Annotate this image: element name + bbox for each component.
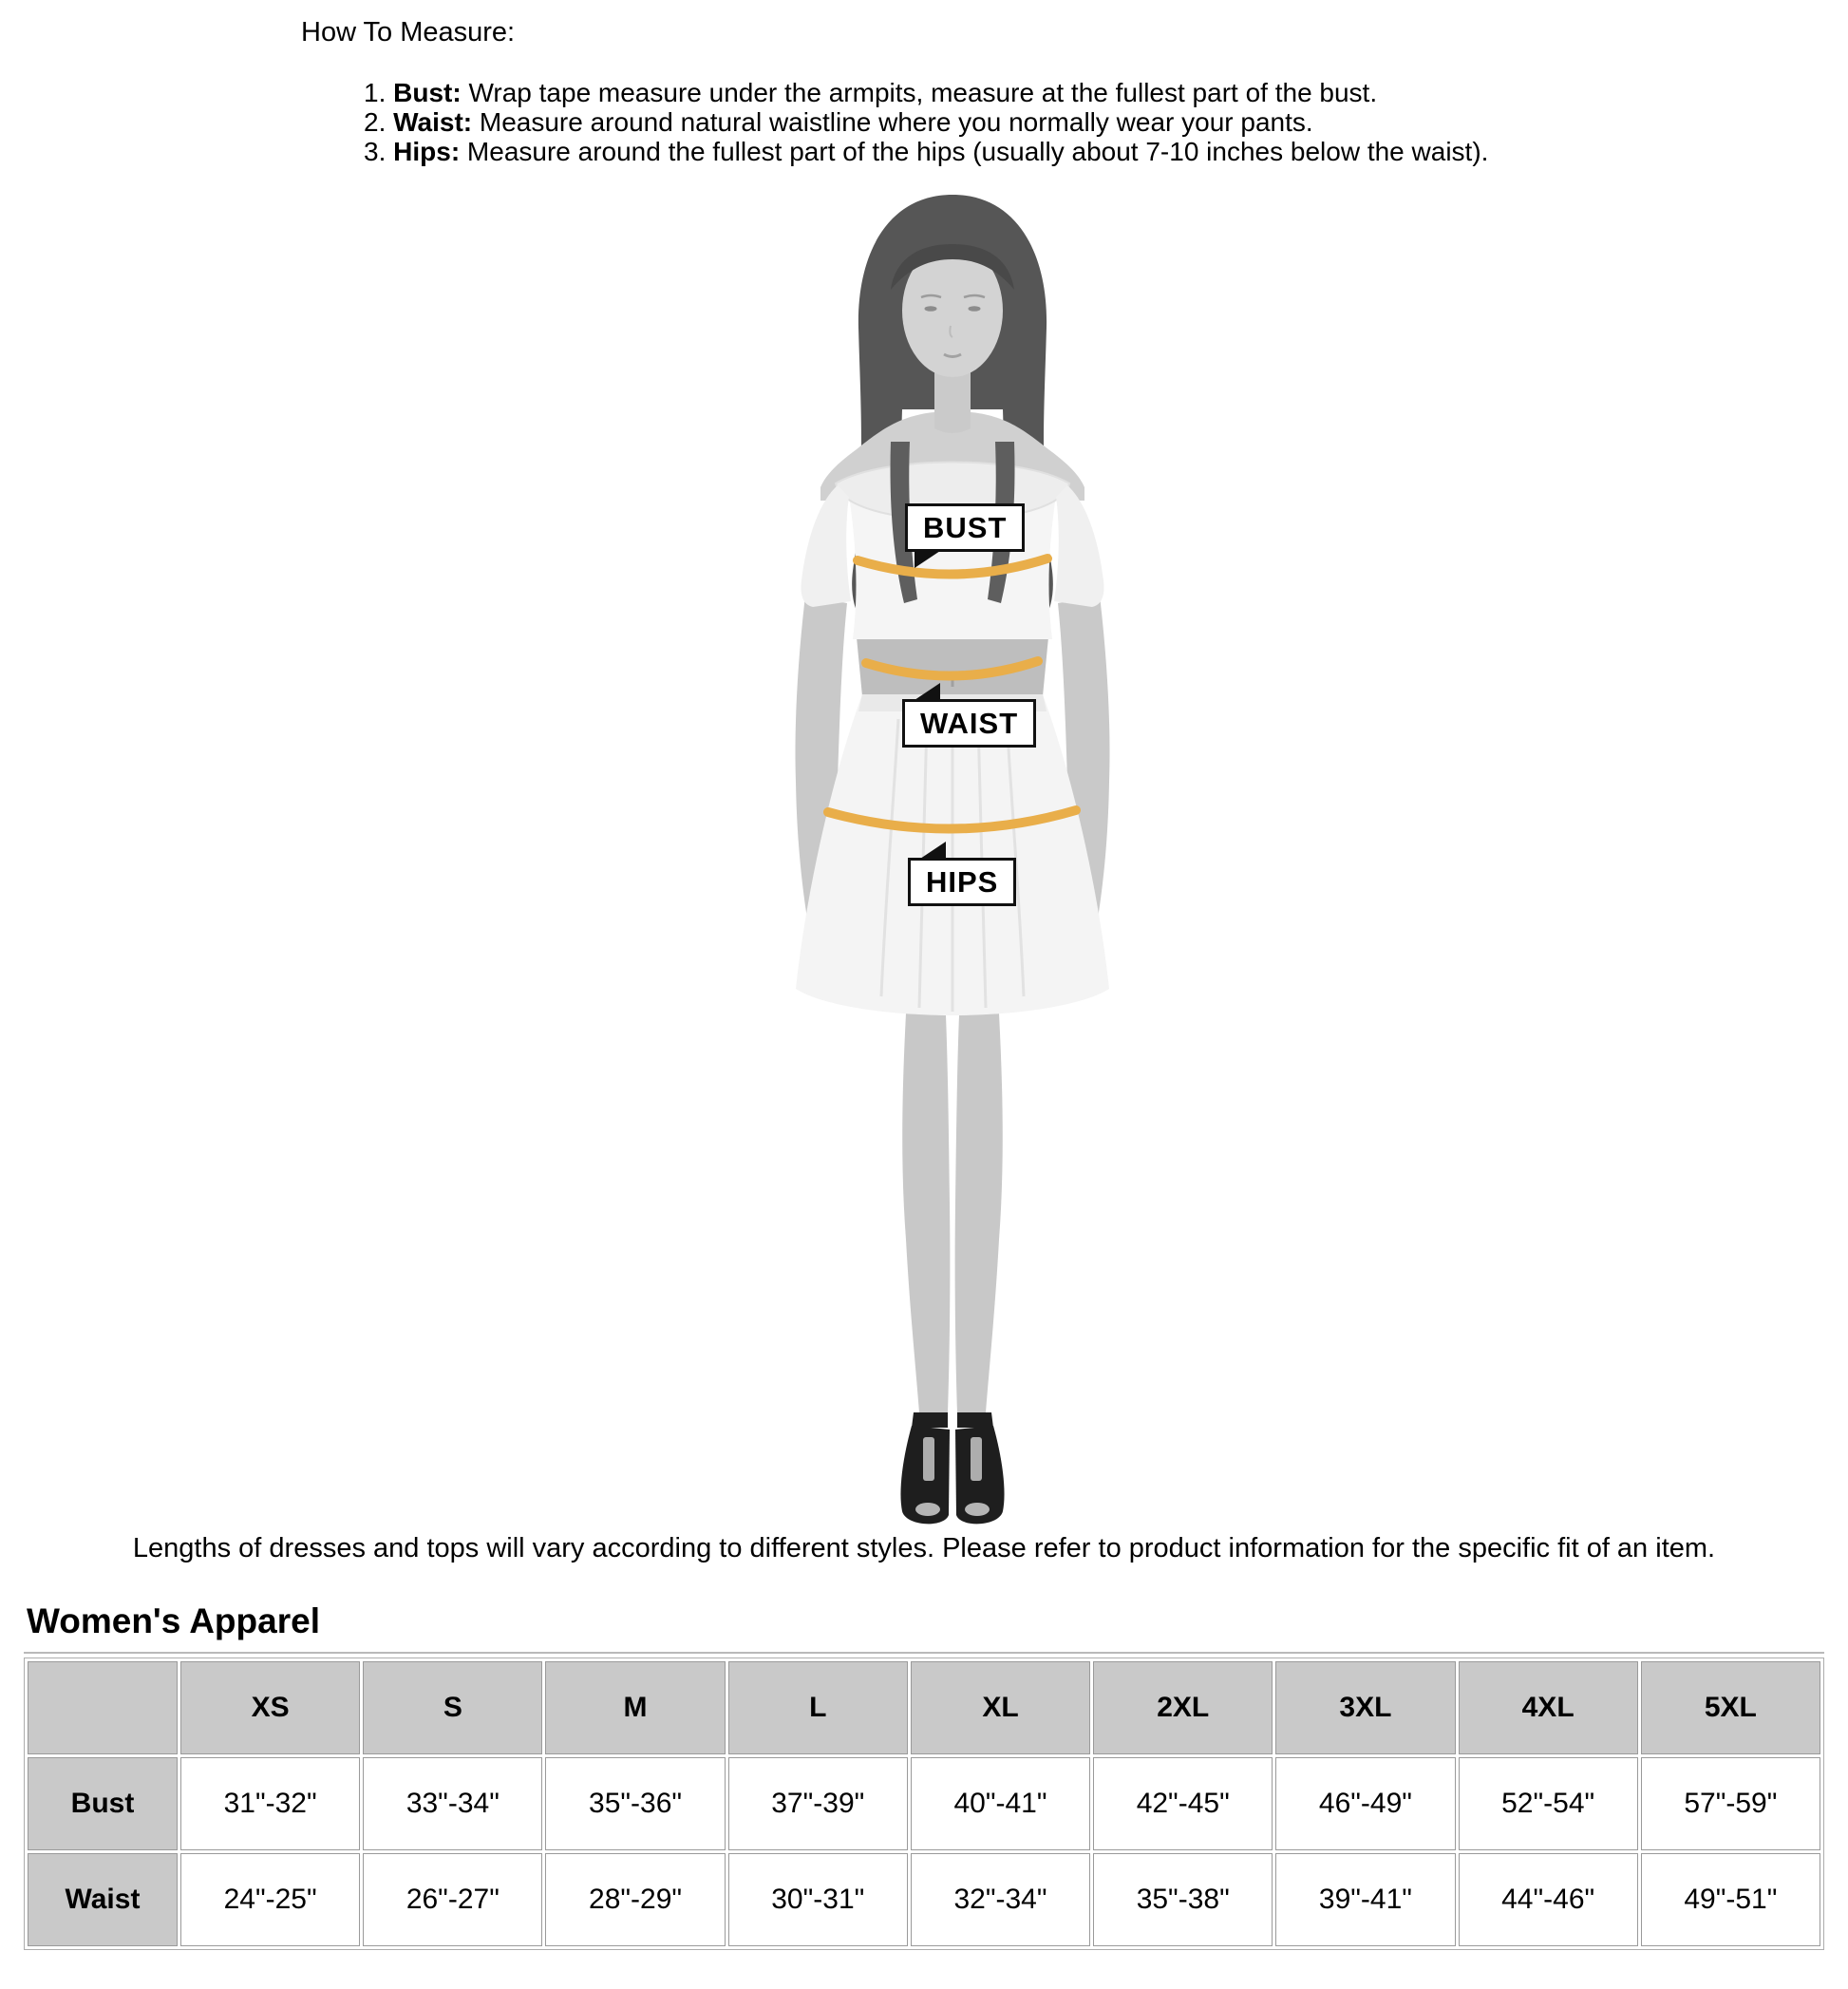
row-header-waist: Waist [28, 1853, 178, 1946]
instruction-label: Bust: [393, 78, 462, 107]
right-shoe [955, 1412, 1005, 1524]
how-to-measure-title: How To Measure: [301, 17, 516, 47]
hips-label [908, 858, 1016, 906]
size-cell: 33"-34" [363, 1757, 542, 1850]
size-col-header: S [363, 1661, 542, 1754]
size-cell: 31"-32" [180, 1757, 360, 1850]
size-cell: 49"-51" [1641, 1853, 1820, 1946]
size-cell: 35"-38" [1093, 1853, 1273, 1946]
instruction-text: Measure around natural waistline where you normally wear your pants. [479, 107, 1313, 137]
bust-label [905, 503, 1025, 552]
instruction-number: 1. [364, 78, 387, 107]
waist-label-text: WAIST [920, 707, 1019, 740]
corner-cell [28, 1661, 178, 1754]
hips-label-text: HIPS [926, 865, 999, 899]
measure-instructions-list [364, 78, 1488, 166]
instruction-text: Wrap tape measure under the armpits, measure at the fullest part of the bust. [468, 78, 1378, 107]
left-eye [925, 306, 937, 312]
size-cell: 26"-27" [363, 1853, 542, 1946]
size-cell: 39"-41" [1275, 1853, 1455, 1946]
instruction-waist [364, 107, 1488, 137]
heading-divider [24, 1652, 1824, 1654]
left-sleeve [801, 485, 852, 607]
size-col-header: L [728, 1661, 908, 1754]
right-eye [969, 306, 981, 312]
bust-label-pointer [915, 549, 943, 568]
instruction-label: Waist: [393, 107, 473, 137]
waist-row [28, 1853, 1820, 1946]
size-col-header: 4XL [1459, 1661, 1638, 1754]
size-cell: 32"-34" [911, 1853, 1090, 1946]
right-leg [955, 1013, 1003, 1412]
size-cell: 35"-36" [545, 1757, 725, 1850]
instruction-number: 3. [364, 137, 387, 166]
left-shoe [900, 1412, 950, 1524]
size-cell: 42"-45" [1093, 1757, 1273, 1850]
instruction-text: Measure around the fullest part of the hips (usually about 7-10 inches below the waist). [466, 137, 1489, 166]
size-cell: 28"-29" [545, 1853, 725, 1946]
size-col-header: 3XL [1275, 1661, 1455, 1754]
size-cell: 40"-41" [911, 1757, 1090, 1850]
size-cell: 24"-25" [180, 1853, 360, 1946]
waist-label [902, 699, 1036, 748]
neck [934, 369, 971, 433]
fit-note: Lengths of dresses and tops will vary according to different styles. Please refer to product information for the specific fit of an item. [132, 1533, 1716, 1563]
right-sleeve [1054, 485, 1104, 607]
size-col-header: XL [911, 1661, 1090, 1754]
size-cell: 52"-54" [1459, 1757, 1638, 1850]
hips-label-pointer [917, 842, 946, 861]
size-table-header-row [28, 1661, 1820, 1754]
size-cell: 37"-39" [728, 1757, 908, 1850]
size-table [24, 1658, 1824, 1950]
waist-label-pointer [912, 683, 940, 702]
model-illustration [570, 157, 1339, 1529]
measurement-model-figure [570, 157, 1339, 1529]
size-cell: 44"-46" [1459, 1853, 1638, 1946]
size-col-header: XS [180, 1661, 360, 1754]
size-cell: 30"-31" [728, 1853, 908, 1946]
size-col-header: 2XL [1093, 1661, 1273, 1754]
size-cell: 57"-59" [1641, 1757, 1820, 1850]
instruction-number: 2. [364, 107, 387, 137]
instruction-label: Hips: [393, 137, 461, 166]
bust-row [28, 1757, 1820, 1850]
left-leg [902, 1013, 950, 1412]
bust-label-text: BUST [923, 511, 1008, 544]
womens-apparel-heading: Women's Apparel [27, 1601, 320, 1640]
row-header-bust: Bust [28, 1757, 178, 1850]
size-col-header: 5XL [1641, 1661, 1820, 1754]
size-cell: 46"-49" [1275, 1757, 1455, 1850]
size-col-header: M [545, 1661, 725, 1754]
instruction-bust [364, 78, 1488, 107]
